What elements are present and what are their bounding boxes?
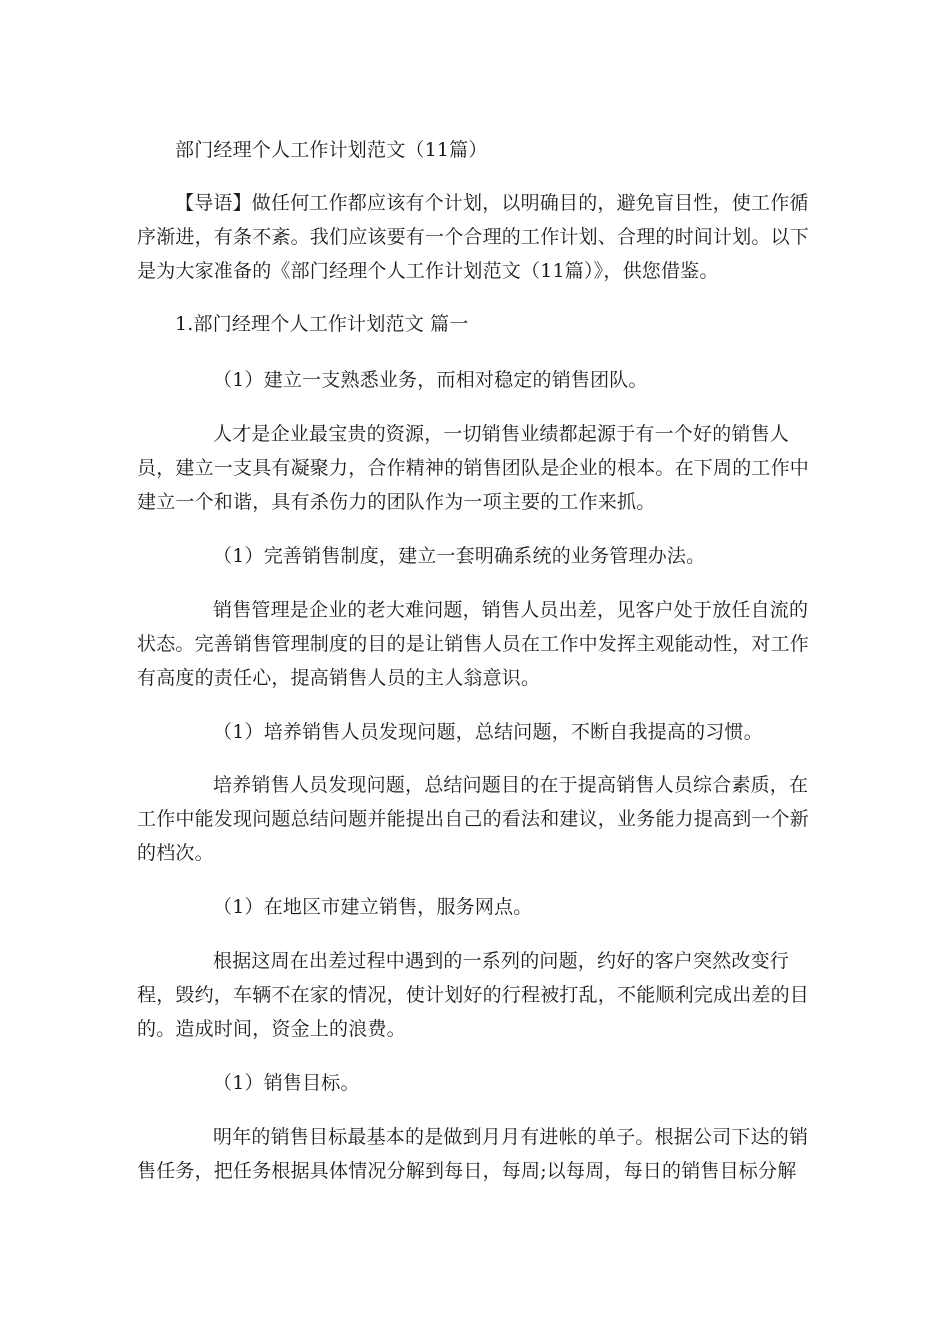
item-heading: （1）销售目标。 <box>213 1072 360 1094</box>
item-body: 根据这周在出差过程中遇到的一系列的问题，约好的客户突然改变行程，毁约，车辆不在家的情况，使计划好的行程被打乱，不能顺利完成出差的目的。造成时间，资金上的浪费。 <box>137 950 810 1040</box>
item-body: 培养销售人员发现问题，总结问题目的在于提高销售人员综合素质，在工作中能发现问题总结问题并能提出自己的看法和建议，业务能力提高到一个新的档次。 <box>137 774 810 864</box>
section-heading: 1.部门经理个人工作计划范文 篇一 <box>175 313 469 335</box>
item-body: 明年的销售目标最基本的是做到月月有进帐的单子。根据公司下达的销售任务，把任务根据具体情况分解到每日，每周;以每周，每日的销售目标分解 <box>137 1126 809 1182</box>
document-title: 部门经理个人工作计划范文（11篇） <box>175 139 488 161</box>
item-heading: （1）培养销售人员发现问题，总结问题，不断自我提高的习惯。 <box>213 721 763 743</box>
item-heading: （1）完善销售制度，建立一套明确系统的业务管理办法。 <box>213 545 706 567</box>
item-heading: （1）建立一支熟悉业务，而相对稳定的销售团队。 <box>213 369 648 391</box>
item-heading: （1）在地区市建立销售，服务网点。 <box>213 896 533 918</box>
intro-paragraph: 【导语】做任何工作都应该有个计划，以明确目的，避免盲目性，使工作循序渐进，有条不紊。我们应该要有一个合理的工作计划、合理的时间计划。以下是为大家准备的《部门经理个人工作计划范文（11篇）》，供您借鉴。 <box>137 192 810 282</box>
item-body: 人才是企业最宝贵的资源，一切销售业绩都起源于有一个好的销售人员，建立一支具有凝聚力，合作精神的销售团队是企业的根本。在下周的工作中建立一个和谐，具有杀伤力的团队作为一项主要的工作来抓。 <box>137 423 810 513</box>
item-body: 销售管理是企业的老大难问题，销售人员出差，见客户处于放任自流的状态。完善销售管理制度的目的是让销售人员在工作中发挥主观能动性，对工作有高度的责任心，提高销售人员的主人翁意识。 <box>137 599 810 689</box>
